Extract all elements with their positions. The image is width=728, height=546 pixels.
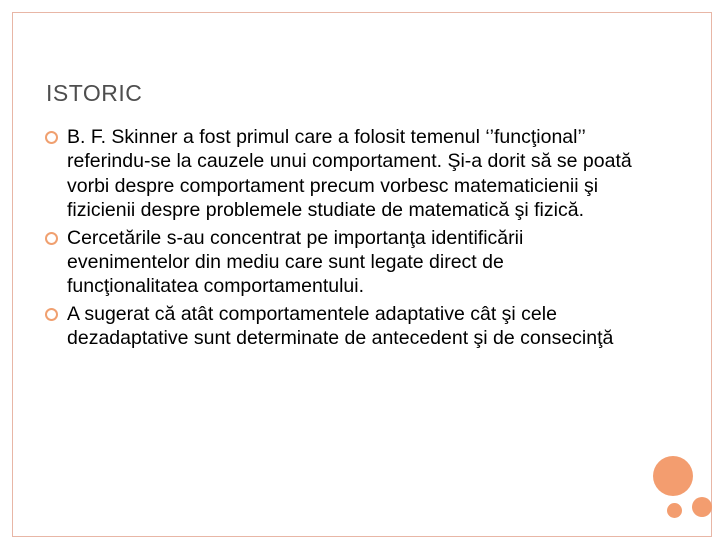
bullet-text: A sugerat că atât comportamentele adaptative cât şi cele dezadaptative sunt determinate de antecedent şi de consecinţă xyxy=(67,302,614,350)
slide-title: ISTORIC xyxy=(46,80,143,106)
hollow-circle-bullet-icon xyxy=(45,232,58,245)
bullet-list xyxy=(45,125,635,354)
decorative-circle-medium xyxy=(692,497,712,517)
bullet-text: Cercetările s-au concentrat pe importanţa identificării evenimentelor din mediu care sunt legate direct de funcţionalitatea comportamentului. xyxy=(67,226,524,298)
bullet-item xyxy=(45,226,635,299)
decorative-circle-large xyxy=(653,456,693,496)
decorative-circle-small xyxy=(667,503,682,518)
bullet-item xyxy=(45,125,635,223)
bullet-text: B. F. Skinner a fost primul care a folosit temenul ‘’funcţional’’ referindu-se la cauzele unui comportament. Şi-a dorit să se poată vorbi despre comportament precum vorbesc matematicienii şi fizicienii despre problemele studiate de matematică şi fizică. xyxy=(67,126,632,222)
hollow-circle-bullet-icon xyxy=(45,308,58,321)
bullet-item xyxy=(45,302,635,351)
hollow-circle-bullet-icon xyxy=(45,131,58,144)
